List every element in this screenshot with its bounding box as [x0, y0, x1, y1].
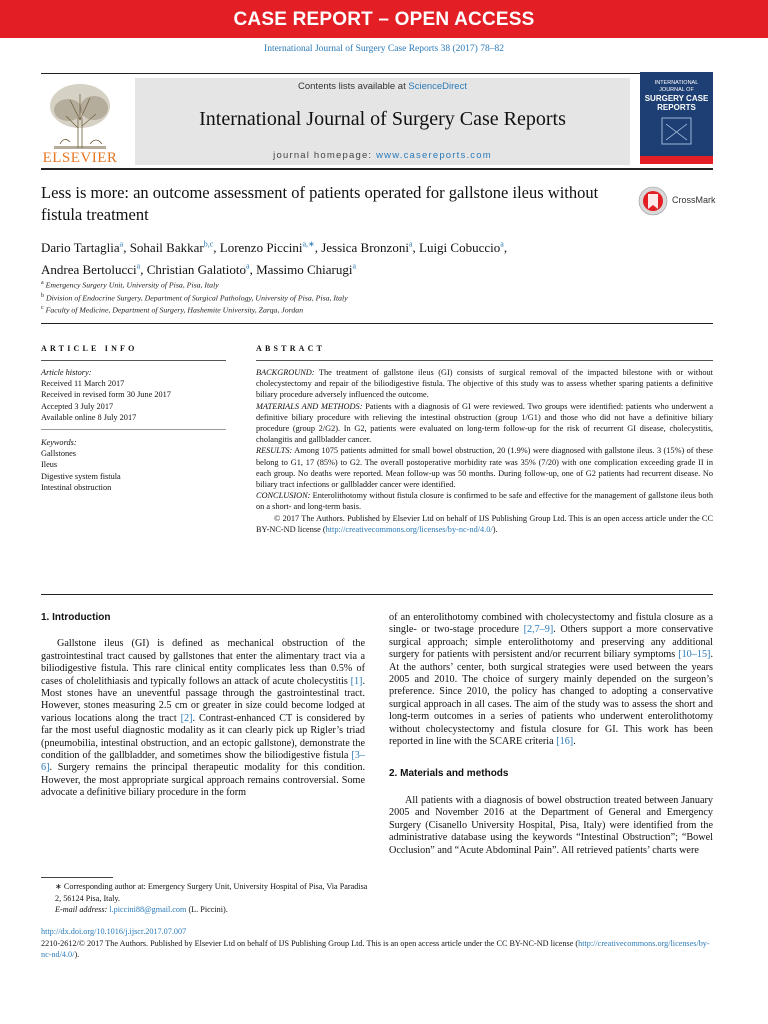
- author: Andrea Bertolucci$^a$,: [41, 261, 147, 277]
- author-list: [41, 236, 681, 279]
- journal-homepage: journal homepage: www.casereports.com: [273, 150, 492, 161]
- body-left-column: [41, 612, 365, 800]
- author: Lorenzo Piccini$^{a,∗}$,: [219, 240, 322, 256]
- article-info-heading: ARTICLE INFO: [41, 344, 138, 353]
- text-run: Gallstone ileus (GI) is defined as mechanical obstruction of the gastrointestinal tract caused by gallstones that enter the alimentary tract via a biliodigestive fistula. This rare clinical entity complicates less than 0.5% of cases of cholelithiasis and typically follows an attack of acute cholecystitis: [41, 638, 365, 687]
- text-run: .: [573, 736, 576, 748]
- journal-citation[interactable]: International Journal of Surgery Case Reports 38 (2017) 78–82: [264, 44, 504, 54]
- abstract-conclusion: CONCLUSION: Enterolithotomy without fistula closure is confirmed to be safe and effective for the management of gallstone ileus both on a short- and long-term basis.: [256, 491, 714, 512]
- keyword: Ileus: [41, 460, 58, 470]
- methods-paragraph: All patients with a diagnosis of bowel obstruction treated between January 2005 and November 2016 at the Department of General and Emergency Surgery (Cisanello University Hospital, Pisa, Italy) were identified from the administrative database using the keywords “Intestinal Obstruction”; “Bowel Occlusion” and “Acute Abdominal Pain”. All retrieved patients’ charts were: [389, 794, 713, 856]
- body-right-column: [389, 612, 713, 857]
- crossmark-icon: [638, 185, 668, 217]
- journal-title: International Journal of Surgery Case Reports: [199, 108, 566, 130]
- journal-masthead: [135, 78, 630, 165]
- keyword: Digestive system fistula: [41, 471, 121, 481]
- citation-ref[interactable]: [2]: [180, 712, 193, 724]
- divider: [41, 168, 713, 170]
- history-item: Received 11 March 2017: [41, 379, 125, 389]
- page-footer: http://dx.doi.org/10.1016/j.ijscr.2017.07.007 2210-2612/© 2017 The Authors. Published by Elsevier Ltd on behalf of IJS Publishing Group Ltd. This is an open access article under the CC BY-NC-ND license (http://creativecommons.org/licenses/by-nc-nd/4.0/).: [41, 927, 710, 959]
- citation-ref[interactable]: [10–15]: [678, 649, 711, 661]
- affiliation: $^a$ Emergency Surgery Unit, University of Pisa, Pisa, Italy: [41, 280, 219, 290]
- divider: [41, 877, 113, 878]
- author: Dario Tartaglia$^a$,: [41, 240, 130, 256]
- case-report-banner: CASE REPORT – OPEN ACCESS: [0, 0, 768, 38]
- abstract-heading: ABSTRACT: [256, 344, 326, 353]
- author: Luigi Cobuccio$^a$,: [419, 240, 508, 256]
- keyword: Intestinal obstruction: [41, 482, 112, 492]
- footer-license-link[interactable]: http://creativecommons.org/licenses/by-nc-nd/4.0/: [41, 938, 710, 959]
- author: Jessica Bronzoni$^a$,: [321, 240, 419, 256]
- cover-line1: INTERNATIONAL JOURNAL OF: [654, 80, 699, 93]
- journal-cover-thumbnail[interactable]: [640, 72, 713, 164]
- citation-ref[interactable]: [2,7–9]: [523, 624, 554, 636]
- divider: [41, 423, 226, 430]
- text-run: . Contrast-enhanced CT is considered by far the most useful diagnostic modality as it can clearly pick up Rigler’s triad (pneumobilia, intestinal obstruction, and an ectopic gallstone), demonstrate the condition of the gallbladder, and sometimes show the biliodigestive fistula: [41, 712, 365, 762]
- affiliations: [41, 278, 681, 316]
- article-title: Less is more: an outcome assessment of patients operated for gallstone ileus without fistula treatment: [41, 183, 599, 224]
- cover-emblem-icon: [640, 72, 713, 164]
- text-run: of an enterolithotomy combined with cholecystectomy and fistula closure as a single- or two-stage procedure: [389, 612, 713, 636]
- article-info: [41, 367, 226, 493]
- author: Christian Galatioto$^a$,: [146, 261, 257, 277]
- abstract-results: RESULTS: Among 1075 patients admitted for small bowel obstruction, 20 (1.9%) were diagnosed with gallstone ileus. 3 (15%) of these belong to G1, 17 (85%) to G2. The overall postoperative morbidity rate was 35% (7/20) with one complication exceeding grade II in each group. No deaths were reported. Mean follow-up was 50 months. During follow-up, one of G2 patients had recurrent disease. No biliary tract infections or gallbladder cancer were identified.: [256, 446, 713, 490]
- history-item: Accepted 3 July 2017: [41, 401, 114, 411]
- cover-line2: SURGERY CASE REPORTS: [644, 94, 709, 112]
- sciencedirect-link[interactable]: ScienceDirect: [408, 81, 467, 92]
- divider: [41, 360, 226, 361]
- keywords-label: Keywords:: [41, 438, 77, 448]
- text-run: . Others support a more conservative surgical approach; simple enterolithotomy and preserving any additional surgery for patients with persistent and/or recurrent biliary symptoms: [389, 624, 714, 661]
- divider: [256, 360, 713, 361]
- doi-link[interactable]: http://dx.doi.org/10.1016/j.ijscr.2017.07.007: [41, 927, 187, 936]
- citation-ref[interactable]: [3–6]: [41, 750, 365, 774]
- intro-heading: 1. Introduction: [41, 612, 111, 623]
- text-run: . Surgery remains the principal therapeutic modality for this condition. However, the most appropriate surgical approach remains controversial. Some advocate a definitive biliary procedure in the form: [41, 762, 365, 799]
- author: Massimo Chiarugi$^a$: [256, 261, 357, 277]
- divider: [41, 594, 713, 595]
- crossmark-label: CrossMark: [672, 195, 716, 205]
- abstract-body: [256, 367, 713, 535]
- license-link[interactable]: http://creativecommons.org/licenses/by-nc-nd/4.0/: [325, 524, 493, 534]
- corresponding-author-footnote: ∗ Corresponding author at: Emergency Surgery Unit, University Hospital of Pisa, Via Paradisa 2, 56124 Pisa, Italy. E-mail address: l.piccini88@gmail.com (L. Piccini).: [55, 882, 368, 914]
- elsevier-wordmark: ELSEVIER: [42, 150, 118, 166]
- intro-paragraph-continued: [389, 612, 713, 748]
- affiliation: $^c$ Faculty of Medicine, Department of Surgery, Hashemite University, Zarqa, Jordan: [41, 305, 304, 315]
- text-run: . Most stones have an uneventful passage through the gastrointestinal tract. However, stones measuring 2.5 cm or greater in size could become lodged at various locations along the tract: [41, 675, 365, 724]
- contents-available: Contents lists available at ScienceDirect: [298, 81, 467, 92]
- homepage-link[interactable]: www.casereports.com: [376, 150, 492, 161]
- affiliation: $^b$ Division of Endocrine Surgery, Department of Surgical Pathology, University of Pisa, Pisa, Italy: [41, 292, 348, 303]
- crossmark-badge[interactable]: [638, 185, 716, 217]
- abstract-background: BACKGROUND: The treatment of gallstone ileus (GI) consists of surgical removal of the impacted bilestone with or without cholecystectomy and repair of the biliodigestive fistula. The objective of this study was to assess whether sparing patients a definitive biliary procedure adversely influenced the outcome.: [256, 368, 713, 400]
- citation-ref[interactable]: [16]: [556, 736, 574, 748]
- abstract-copyright: © 2017 The Authors. Published by Elsevier Ltd on behalf of IJS Publishing Group Ltd. This is an open access article under the CC BY-NC-ND license (http://creativecommons.org/licenses/by-nc-nd/4.0/).: [256, 513, 713, 534]
- abstract-methods: MATERIALS AND METHODS: Patients with a diagnosis of GI were reviewed. Two groups were identified: patients who underwent a definitive biliary procedure with relieving the intestinal obstruction (group 1/G1) and those who did not have a definitive biliary procedure (group 2/G2). In G2, patients were evaluated on long-term follow-up for the risk of recurrent GI disease, cholecystitis, cholangitis and gallbladder cancer.: [256, 401, 714, 445]
- divider: [41, 73, 713, 74]
- citation-ref[interactable]: [1]: [350, 675, 363, 687]
- history-item: Available online 8 July 2017: [41, 412, 137, 422]
- history-item: Received in revised form 30 June 2017: [41, 390, 171, 400]
- text-run: . At the authors’ center, both surgical strategies were used between the years 2005 and 2010. The choice of surgery mainly depended on the surgeon’s preference. Since 2010, the policy has changed to adopting a conservative surgical approach in all cases. The aim of the study was to assess the short and long-term outcomes in a series of patients who underwent enterolithotomy without cholecystectomy and fistula closure for GI. This work has been reported in line with the SCARE criteria: [389, 649, 713, 748]
- keyword: Gallstones: [41, 449, 77, 459]
- divider: [41, 323, 713, 324]
- history-label: Article history:: [41, 368, 92, 377]
- email-link[interactable]: l.piccini88@gmail.com: [109, 905, 187, 914]
- methods-heading: 2. Materials and methods: [389, 768, 509, 780]
- author: Sohail Bakkar$^{b,c}$,: [129, 240, 220, 256]
- intro-paragraph: [41, 638, 365, 799]
